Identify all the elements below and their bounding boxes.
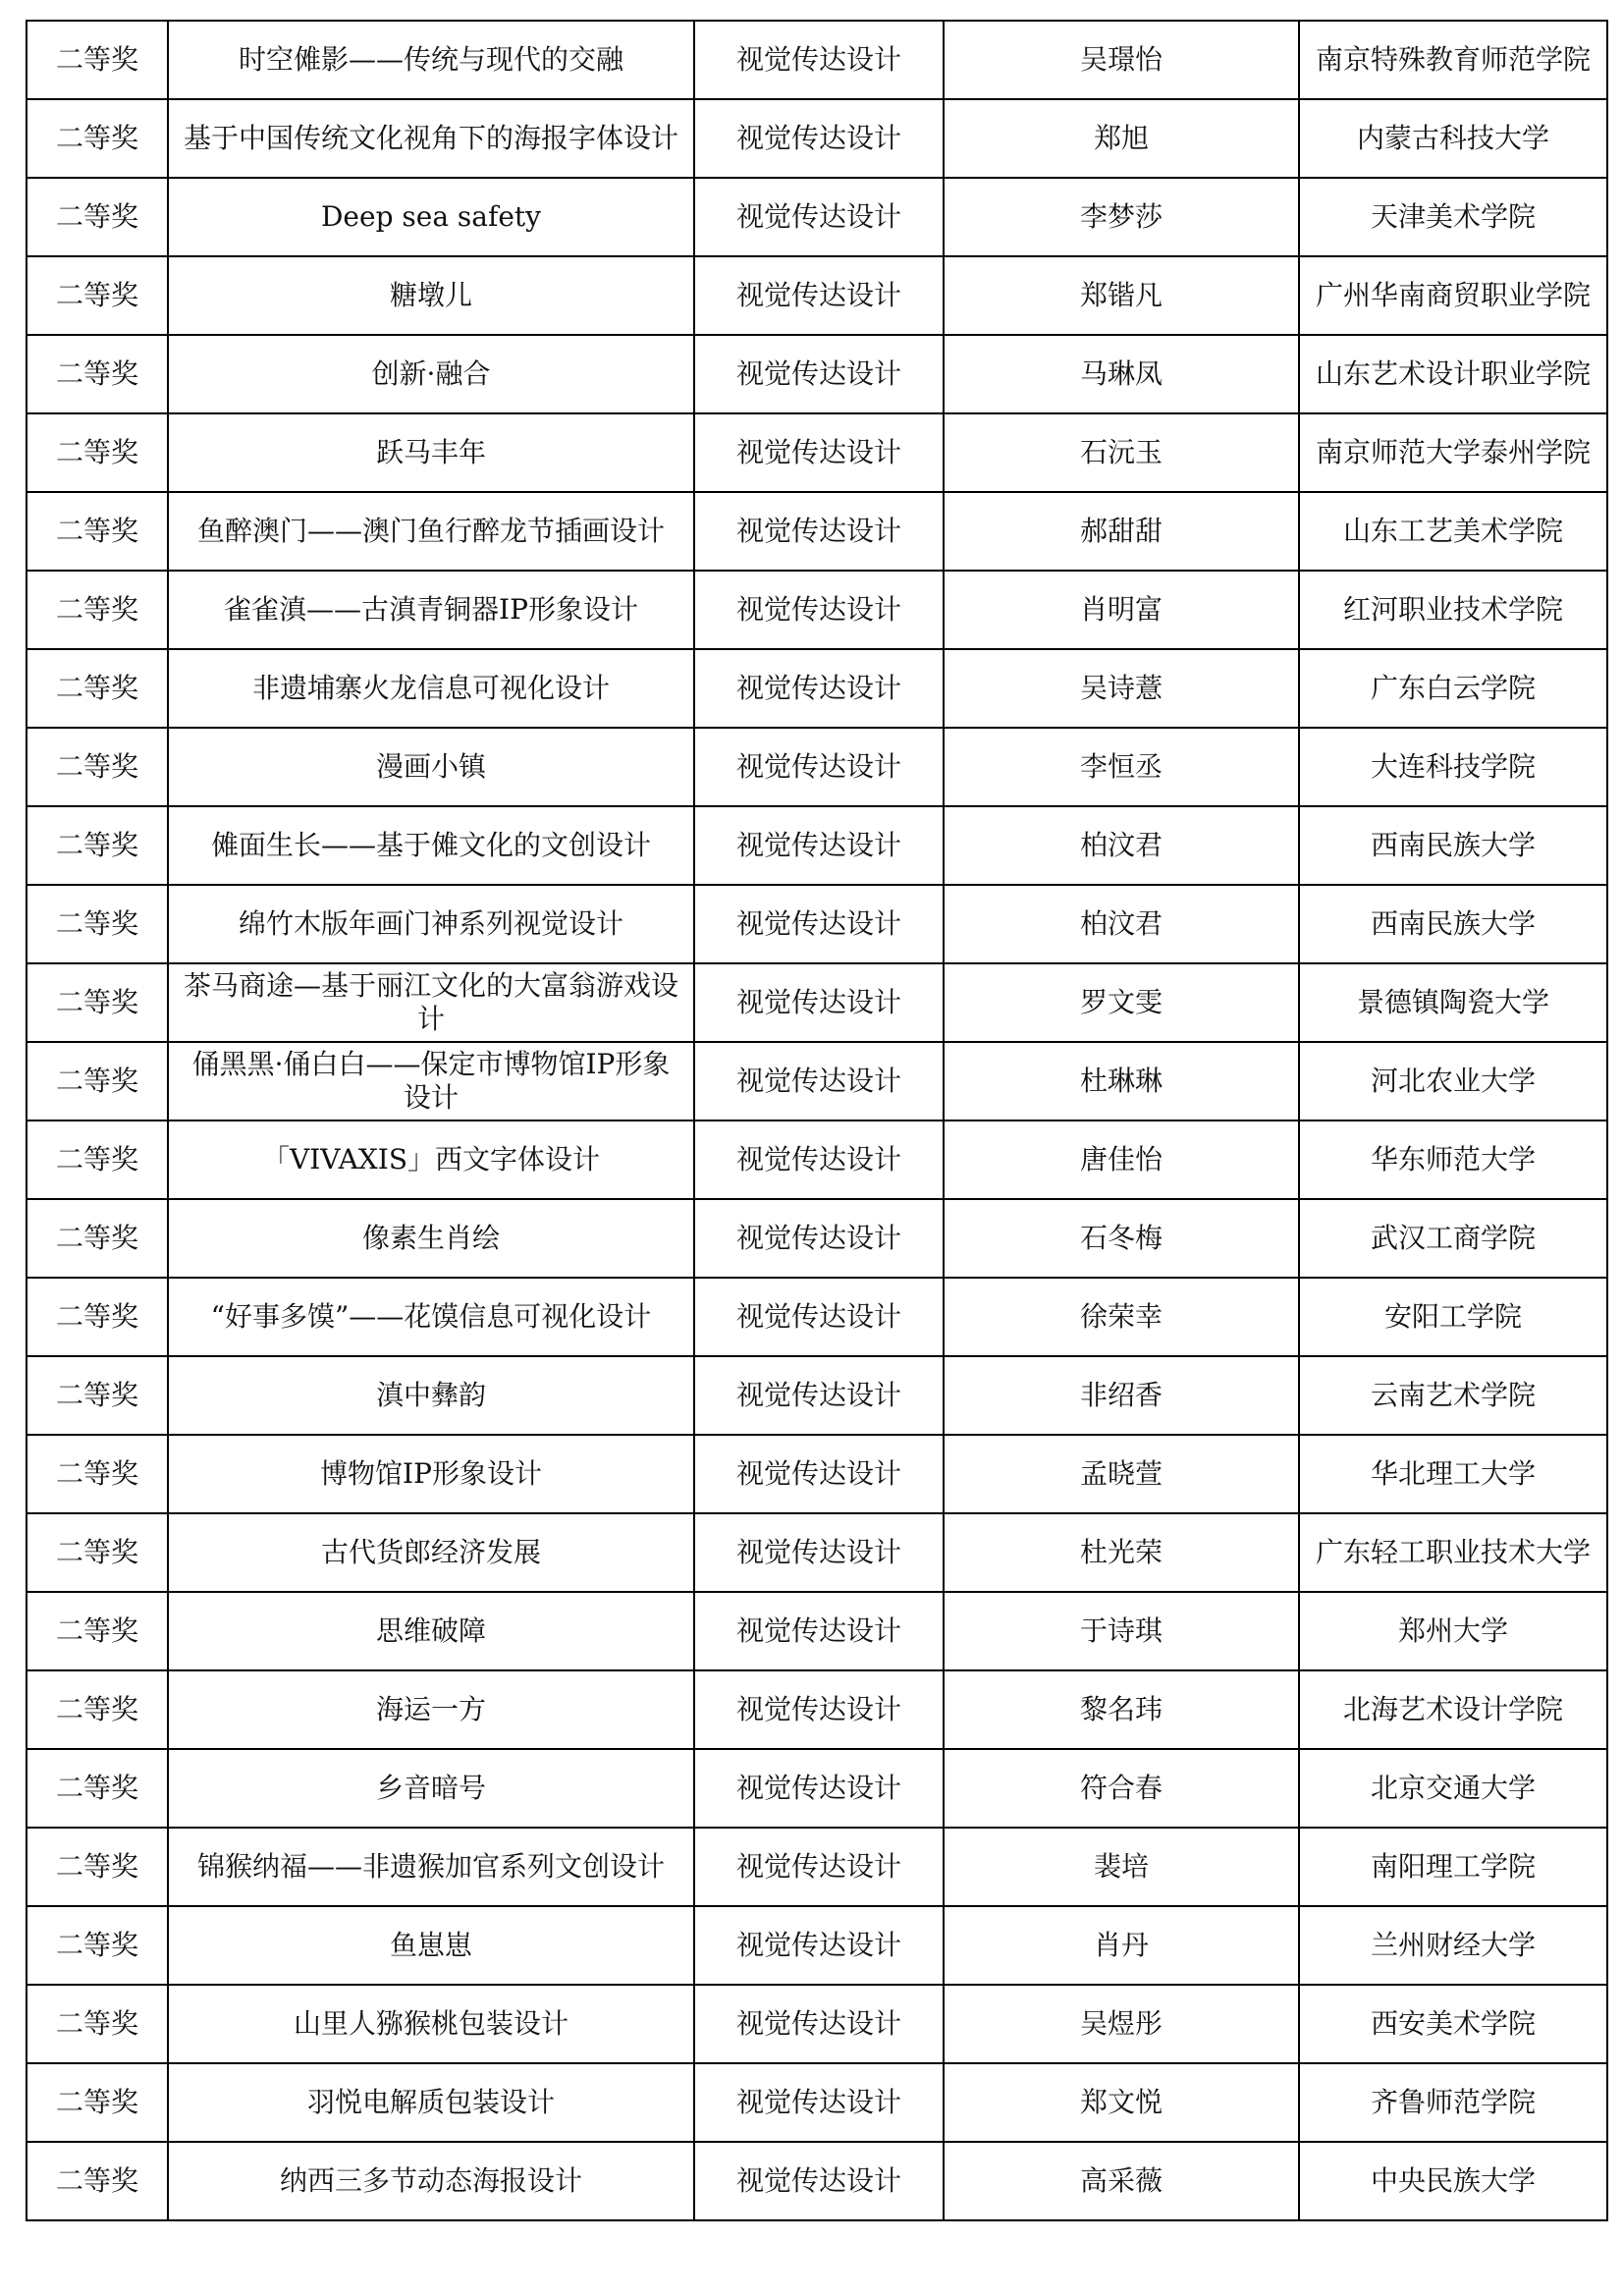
table-row (27, 2063, 1607, 2142)
work-title-cell: 滇中彝韵 (168, 1356, 694, 1435)
table-row (27, 728, 1607, 806)
work-title-cell: 博物馆IP形象设计 (168, 1435, 694, 1513)
major-cell: 视觉传达设计 (694, 1985, 944, 2063)
major-cell: 视觉传达设计 (694, 335, 944, 413)
student-name-cell: 郑锴凡 (944, 256, 1299, 335)
school-cell: 武汉工商学院 (1299, 1199, 1607, 1278)
work-title-cell: 纳西三多节动态海报设计 (168, 2142, 694, 2220)
student-name-cell: 马琳凤 (944, 335, 1299, 413)
award-level-cell: 二等奖 (27, 649, 168, 728)
table-row (27, 413, 1607, 492)
school-cell: 景德镇陶瓷大学 (1299, 963, 1607, 1042)
major-cell: 视觉传达设计 (694, 99, 944, 178)
major-cell: 视觉传达设计 (694, 1356, 944, 1435)
student-name-cell: 肖明富 (944, 571, 1299, 649)
school-cell: 山东工艺美术学院 (1299, 492, 1607, 571)
school-cell: 兰州财经大学 (1299, 1906, 1607, 1985)
school-cell: 中央民族大学 (1299, 2142, 1607, 2220)
major-cell: 视觉传达设计 (694, 806, 944, 885)
award-level-cell: 二等奖 (27, 2142, 168, 2220)
major-cell: 视觉传达设计 (694, 571, 944, 649)
work-title-cell: 乡音暗号 (168, 1749, 694, 1828)
school-cell: 大连科技学院 (1299, 728, 1607, 806)
table-row (27, 885, 1607, 963)
work-title-cell: 跃马丰年 (168, 413, 694, 492)
major-cell: 视觉传达设计 (694, 1513, 944, 1592)
table-row (27, 1906, 1607, 1985)
student-name-cell: 郝甜甜 (944, 492, 1299, 571)
award-level-cell: 二等奖 (27, 1828, 168, 1906)
award-level-cell: 二等奖 (27, 806, 168, 885)
student-name-cell: 杜琳琳 (944, 1042, 1299, 1121)
major-cell: 视觉传达设计 (694, 1749, 944, 1828)
student-name-cell: 吴诗薏 (944, 649, 1299, 728)
student-name-cell: 吴煜彤 (944, 1985, 1299, 2063)
school-cell: 南阳理工学院 (1299, 1828, 1607, 1906)
school-cell: 华北理工大学 (1299, 1435, 1607, 1513)
student-name-cell: 石冬梅 (944, 1199, 1299, 1278)
table-row (27, 571, 1607, 649)
award-level-cell: 二等奖 (27, 1513, 168, 1592)
student-name-cell: 符合春 (944, 1749, 1299, 1828)
school-cell: 西安美术学院 (1299, 1985, 1607, 2063)
school-cell: 云南艺术学院 (1299, 1356, 1607, 1435)
school-cell: 郑州大学 (1299, 1592, 1607, 1670)
table-row (27, 1828, 1607, 1906)
award-level-cell: 二等奖 (27, 728, 168, 806)
school-cell: 华东师范大学 (1299, 1121, 1607, 1199)
table-row (27, 806, 1607, 885)
table-row (27, 21, 1607, 99)
award-table-body (27, 21, 1607, 2220)
work-title-cell: 绵竹木版年画门神系列视觉设计 (168, 885, 694, 963)
work-title-cell: 鱼崽崽 (168, 1906, 694, 1985)
award-level-cell: 二等奖 (27, 885, 168, 963)
award-level-cell: 二等奖 (27, 1121, 168, 1199)
school-cell: 西南民族大学 (1299, 885, 1607, 963)
major-cell: 视觉传达设计 (694, 728, 944, 806)
student-name-cell: 李恒丞 (944, 728, 1299, 806)
student-name-cell: 吴璟怡 (944, 21, 1299, 99)
major-cell: 视觉传达设计 (694, 1042, 944, 1121)
table-row (27, 1749, 1607, 1828)
major-cell: 视觉传达设计 (694, 2142, 944, 2220)
award-level-cell: 二等奖 (27, 963, 168, 1042)
school-cell: 北海艺术设计学院 (1299, 1670, 1607, 1749)
work-title-cell: 糖墩儿 (168, 256, 694, 335)
work-title-cell: 非遗埔寨火龙信息可视化设计 (168, 649, 694, 728)
award-table (26, 20, 1608, 2221)
school-cell: 南京师范大学泰州学院 (1299, 413, 1607, 492)
table-row (27, 1199, 1607, 1278)
major-cell: 视觉传达设计 (694, 178, 944, 256)
major-cell: 视觉传达设计 (694, 1592, 944, 1670)
student-name-cell: 郑旭 (944, 99, 1299, 178)
award-level-cell: 二等奖 (27, 335, 168, 413)
table-row (27, 1592, 1607, 1670)
major-cell: 视觉传达设计 (694, 1906, 944, 1985)
school-cell: 广州华南商贸职业学院 (1299, 256, 1607, 335)
school-cell: 广东白云学院 (1299, 649, 1607, 728)
student-name-cell: 高采薇 (944, 2142, 1299, 2220)
award-level-cell: 二等奖 (27, 1356, 168, 1435)
student-name-cell: 李梦莎 (944, 178, 1299, 256)
work-title-cell: 思维破障 (168, 1592, 694, 1670)
school-cell: 安阳工学院 (1299, 1278, 1607, 1356)
award-level-cell: 二等奖 (27, 1985, 168, 2063)
major-cell: 视觉传达设计 (694, 1121, 944, 1199)
work-title-cell: 茶马商途—基于丽江文化的大富翁游戏设计 (168, 963, 694, 1042)
award-level-cell: 二等奖 (27, 256, 168, 335)
school-cell: 南京特殊教育师范学院 (1299, 21, 1607, 99)
work-title-cell: Deep sea safety (168, 178, 694, 256)
table-row (27, 178, 1607, 256)
student-name-cell: 柏汶君 (944, 885, 1299, 963)
award-level-cell: 二等奖 (27, 413, 168, 492)
table-row (27, 1985, 1607, 2063)
award-level-cell: 二等奖 (27, 571, 168, 649)
table-row (27, 963, 1607, 1042)
award-level-cell: 二等奖 (27, 1906, 168, 1985)
work-title-cell: 羽悦电解质包装设计 (168, 2063, 694, 2142)
major-cell: 视觉传达设计 (694, 492, 944, 571)
work-title-cell: 创新·融合 (168, 335, 694, 413)
table-row (27, 335, 1607, 413)
student-name-cell: 唐佳怡 (944, 1121, 1299, 1199)
student-name-cell: 肖丹 (944, 1906, 1299, 1985)
award-list-page (26, 20, 1606, 2221)
table-row (27, 1513, 1607, 1592)
major-cell: 视觉传达设计 (694, 2063, 944, 2142)
award-level-cell: 二等奖 (27, 1435, 168, 1513)
student-name-cell: 徐荣幸 (944, 1278, 1299, 1356)
table-row (27, 1121, 1607, 1199)
table-row (27, 1670, 1607, 1749)
student-name-cell: 裴培 (944, 1828, 1299, 1906)
major-cell: 视觉传达设计 (694, 413, 944, 492)
award-level-cell: 二等奖 (27, 1042, 168, 1121)
work-title-cell: 像素生肖绘 (168, 1199, 694, 1278)
table-row (27, 1435, 1607, 1513)
work-title-cell: 俑黑黑·俑白白——保定市博物馆IP形象设计 (168, 1042, 694, 1121)
work-title-cell: 锦猴纳福——非遗猴加官系列文创设计 (168, 1828, 694, 1906)
school-cell: 河北农业大学 (1299, 1042, 1607, 1121)
work-title-cell: 傩面生长——基于傩文化的文创设计 (168, 806, 694, 885)
major-cell: 视觉传达设计 (694, 1435, 944, 1513)
major-cell: 视觉传达设计 (694, 649, 944, 728)
school-cell: 西南民族大学 (1299, 806, 1607, 885)
student-name-cell: 罗文雯 (944, 963, 1299, 1042)
work-title-cell: 时空傩影——传统与现代的交融 (168, 21, 694, 99)
award-level-cell: 二等奖 (27, 178, 168, 256)
table-row (27, 1278, 1607, 1356)
student-name-cell: 非绍香 (944, 1356, 1299, 1435)
table-row (27, 492, 1607, 571)
work-title-cell: 古代货郎经济发展 (168, 1513, 694, 1592)
work-title-cell: 「VIVAXIS」西文字体设计 (168, 1121, 694, 1199)
table-row (27, 2142, 1607, 2220)
work-title-cell: 漫画小镇 (168, 728, 694, 806)
student-name-cell: 杜光荣 (944, 1513, 1299, 1592)
student-name-cell: 郑文悦 (944, 2063, 1299, 2142)
table-row (27, 649, 1607, 728)
award-level-cell: 二等奖 (27, 492, 168, 571)
work-title-cell: 鱼醉澳门——澳门鱼行醉龙节插画设计 (168, 492, 694, 571)
work-title-cell: “好事多馍”——花馍信息可视化设计 (168, 1278, 694, 1356)
work-title-cell: 海运一方 (168, 1670, 694, 1749)
school-cell: 天津美术学院 (1299, 178, 1607, 256)
school-cell: 广东轻工职业技术大学 (1299, 1513, 1607, 1592)
school-cell: 齐鲁师范学院 (1299, 2063, 1607, 2142)
major-cell: 视觉传达设计 (694, 21, 944, 99)
school-cell: 红河职业技术学院 (1299, 571, 1607, 649)
student-name-cell: 孟晓萱 (944, 1435, 1299, 1513)
student-name-cell: 黎名玮 (944, 1670, 1299, 1749)
table-row (27, 256, 1607, 335)
award-level-cell: 二等奖 (27, 1670, 168, 1749)
school-cell: 山东艺术设计职业学院 (1299, 335, 1607, 413)
school-cell: 北京交通大学 (1299, 1749, 1607, 1828)
major-cell: 视觉传达设计 (694, 963, 944, 1042)
award-level-cell: 二等奖 (27, 1278, 168, 1356)
major-cell: 视觉传达设计 (694, 1828, 944, 1906)
work-title-cell: 基于中国传统文化视角下的海报字体设计 (168, 99, 694, 178)
table-row (27, 1042, 1607, 1121)
table-row (27, 99, 1607, 178)
award-level-cell: 二等奖 (27, 1199, 168, 1278)
work-title-cell: 山里人猕猴桃包装设计 (168, 1985, 694, 2063)
major-cell: 视觉传达设计 (694, 1670, 944, 1749)
student-name-cell: 石沅玉 (944, 413, 1299, 492)
major-cell: 视觉传达设计 (694, 256, 944, 335)
award-level-cell: 二等奖 (27, 2063, 168, 2142)
table-row (27, 1356, 1607, 1435)
award-level-cell: 二等奖 (27, 21, 168, 99)
award-level-cell: 二等奖 (27, 1592, 168, 1670)
student-name-cell: 于诗琪 (944, 1592, 1299, 1670)
major-cell: 视觉传达设计 (694, 885, 944, 963)
major-cell: 视觉传达设计 (694, 1278, 944, 1356)
award-level-cell: 二等奖 (27, 99, 168, 178)
student-name-cell: 柏汶君 (944, 806, 1299, 885)
work-title-cell: 雀雀滇——古滇青铜器IP形象设计 (168, 571, 694, 649)
major-cell: 视觉传达设计 (694, 1199, 944, 1278)
award-level-cell: 二等奖 (27, 1749, 168, 1828)
school-cell: 内蒙古科技大学 (1299, 99, 1607, 178)
